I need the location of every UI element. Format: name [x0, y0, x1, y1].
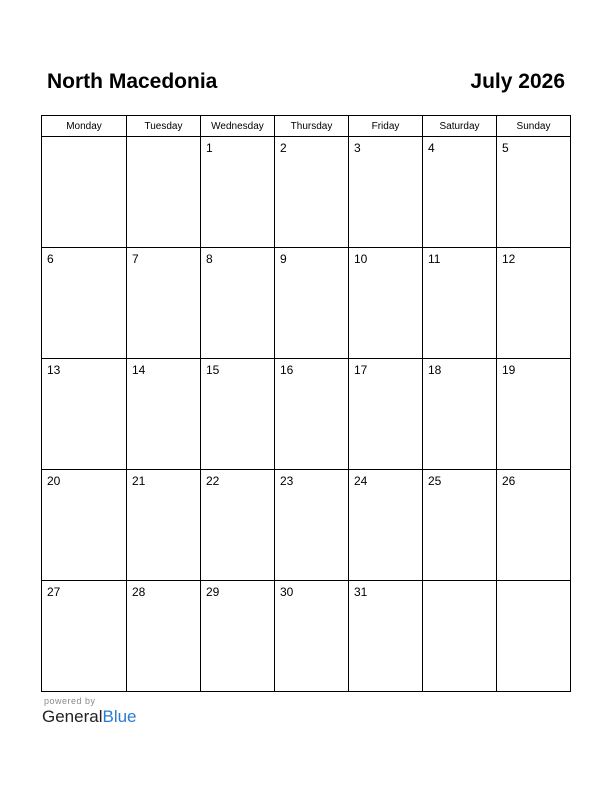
day-number — [423, 581, 496, 585]
brand-general: General — [42, 707, 103, 726]
day-cell — [127, 470, 201, 581]
weekday-saturday: Saturday — [423, 116, 497, 137]
day-number: 12 — [502, 252, 516, 266]
day-number — [42, 137, 126, 141]
day-number: 30 — [280, 585, 294, 599]
brand-logo[interactable] — [42, 707, 137, 727]
day-cell — [349, 470, 423, 581]
day-number: 23 — [280, 474, 294, 488]
day-cell — [497, 248, 571, 359]
powered-by-text: powered by — [44, 696, 96, 706]
day-number: 18 — [428, 363, 442, 377]
day-number: 14 — [132, 363, 146, 377]
day-number: 8 — [206, 252, 213, 266]
day-cell — [127, 359, 201, 470]
day-number: 2 — [280, 141, 287, 155]
calendar-header — [42, 70, 570, 100]
day-cell — [42, 359, 127, 470]
day-cell — [275, 359, 349, 470]
day-cell — [423, 137, 497, 248]
footer — [42, 696, 137, 727]
day-cell — [349, 359, 423, 470]
day-number: 27 — [47, 585, 61, 599]
day-cell — [201, 359, 275, 470]
day-cell — [497, 470, 571, 581]
day-cell — [349, 248, 423, 359]
day-number: 21 — [132, 474, 146, 488]
day-cell — [127, 137, 201, 248]
day-number: 22 — [206, 474, 220, 488]
day-number: 29 — [206, 585, 220, 599]
week-row — [42, 359, 571, 470]
day-cell — [423, 248, 497, 359]
weekday-friday: Friday — [349, 116, 423, 137]
weekday-monday: Monday — [42, 116, 127, 137]
day-number: 7 — [132, 252, 139, 266]
week-row — [42, 470, 571, 581]
month-title: July 2026 — [470, 70, 565, 93]
country-title: North Macedonia — [47, 70, 218, 93]
day-number: 28 — [132, 585, 146, 599]
day-number: 13 — [47, 363, 61, 377]
day-cell — [42, 137, 127, 248]
day-number: 4 — [428, 141, 435, 155]
weekday-wednesday: Wednesday — [201, 116, 275, 137]
day-cell — [42, 581, 127, 692]
day-number: 16 — [280, 363, 294, 377]
day-number: 24 — [354, 474, 368, 488]
week-row — [42, 581, 571, 692]
day-cell — [423, 359, 497, 470]
calendar-grid — [41, 115, 571, 692]
day-number: 20 — [47, 474, 61, 488]
weekday-sunday: Sunday — [497, 116, 571, 137]
weekday-thursday: Thursday — [275, 116, 349, 137]
day-cell — [201, 581, 275, 692]
day-number — [497, 581, 570, 585]
day-cell — [423, 470, 497, 581]
day-cell — [497, 359, 571, 470]
day-cell — [42, 470, 127, 581]
day-cell — [42, 248, 127, 359]
day-cell — [201, 248, 275, 359]
weekday-header-row — [42, 116, 571, 137]
brand-blue: Blue — [102, 707, 137, 726]
weekday-tuesday: Tuesday — [127, 116, 201, 137]
day-number — [127, 137, 200, 141]
day-number: 31 — [354, 585, 368, 599]
day-cell — [127, 581, 201, 692]
day-number: 9 — [280, 252, 287, 266]
day-number: 6 — [47, 252, 54, 266]
day-cell — [127, 248, 201, 359]
day-number: 15 — [206, 363, 220, 377]
day-cell — [275, 581, 349, 692]
day-number: 26 — [502, 474, 516, 488]
day-cell — [423, 581, 497, 692]
day-number: 3 — [354, 141, 361, 155]
day-number: 11 — [428, 252, 441, 266]
day-cell — [497, 137, 571, 248]
day-cell — [201, 137, 275, 248]
day-cell — [349, 581, 423, 692]
day-cell — [349, 137, 423, 248]
day-cell — [275, 248, 349, 359]
week-row — [42, 137, 571, 248]
day-cell — [275, 470, 349, 581]
day-number: 1 — [206, 141, 213, 155]
day-cell — [497, 581, 571, 692]
week-row — [42, 248, 571, 359]
day-number: 17 — [354, 363, 368, 377]
day-number: 25 — [428, 474, 442, 488]
day-cell — [275, 137, 349, 248]
day-cell — [201, 470, 275, 581]
day-number: 5 — [502, 141, 509, 155]
day-number: 19 — [502, 363, 516, 377]
day-number: 10 — [354, 252, 368, 266]
